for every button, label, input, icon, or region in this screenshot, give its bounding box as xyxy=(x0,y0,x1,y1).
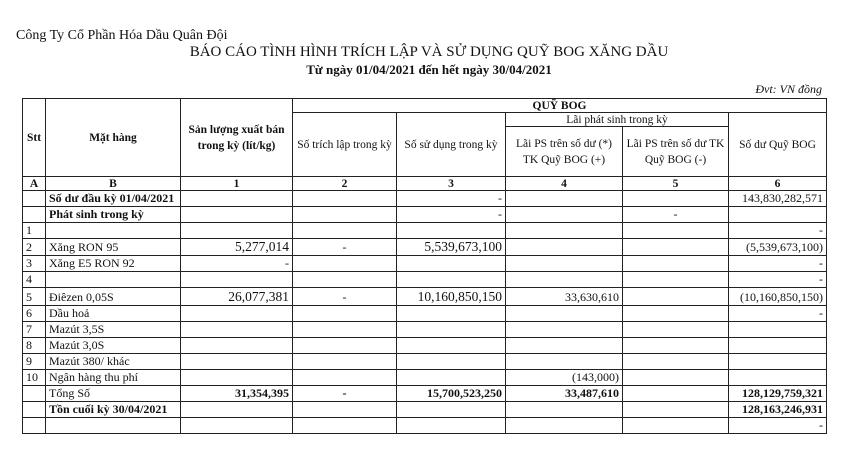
table-row xyxy=(23,338,827,354)
row-san-luong: - xyxy=(181,256,293,272)
table-row xyxy=(23,223,827,239)
column-index-cell: 4 xyxy=(506,177,623,191)
row-stt: 9 xyxy=(23,354,46,370)
report-title: BÁO CÁO TÌNH HÌNH TRÍCH LẬP VÀ SỬ DỤNG QUỸ BOG XĂNG DẦU xyxy=(189,44,669,60)
row-lai-am xyxy=(623,239,729,256)
row-so-du xyxy=(729,322,827,338)
table-row xyxy=(23,191,827,207)
row-trich-lap xyxy=(293,256,397,272)
row-name: Xăng E5 RON 92 xyxy=(46,256,181,272)
row-trich-lap xyxy=(293,322,397,338)
column-index-cell: 3 xyxy=(397,177,506,191)
row-lai-duong xyxy=(506,418,623,434)
row-lai-duong xyxy=(506,223,623,239)
row-stt: 3 xyxy=(23,256,46,272)
row-name: Mazút 3,5S xyxy=(46,322,181,338)
row-su-dung xyxy=(397,322,506,338)
row-so-du xyxy=(729,370,827,386)
row-so-du: (10,160,850,150) xyxy=(729,288,827,306)
row-san-luong xyxy=(181,322,293,338)
row-lai-am xyxy=(623,191,729,207)
table-row xyxy=(23,288,827,306)
row-su-dung xyxy=(397,256,506,272)
row-name: Dầu hoả xyxy=(46,306,181,322)
row-lai-duong xyxy=(506,354,623,370)
row-lai-am xyxy=(623,370,729,386)
row-name: Tổng Số xyxy=(46,386,181,402)
row-stt: 2 xyxy=(23,239,46,256)
row-trich-lap xyxy=(293,354,397,370)
table-row xyxy=(23,207,827,223)
row-su-dung: 5,539,673,100 xyxy=(397,239,506,256)
column-index-cell: 2 xyxy=(293,177,397,191)
row-so-du: - xyxy=(729,256,827,272)
row-lai-duong xyxy=(506,322,623,338)
row-lai-am: - xyxy=(623,207,729,223)
row-lai-duong: 33,630,610 xyxy=(506,288,623,306)
row-name: Điêzen 0,05S xyxy=(46,288,181,306)
row-trich-lap xyxy=(293,306,397,322)
row-trich-lap xyxy=(293,338,397,354)
row-san-luong xyxy=(181,418,293,434)
row-su-dung xyxy=(397,354,506,370)
table-row xyxy=(23,418,827,434)
row-lai-am xyxy=(623,402,729,418)
row-san-luong: 26,077,381 xyxy=(181,288,293,306)
row-su-dung xyxy=(397,306,506,322)
header-san-luong: Sản lượng xuất bán trong kỳ (lít/kg) xyxy=(181,99,293,177)
row-stt xyxy=(23,418,46,434)
column-index-cell: 5 xyxy=(623,177,729,191)
row-stt xyxy=(23,402,46,418)
row-name: Mazút 380/ khác xyxy=(46,354,181,370)
row-lai-am xyxy=(623,322,729,338)
row-san-luong xyxy=(181,306,293,322)
column-index-row xyxy=(23,177,827,191)
row-su-dung xyxy=(397,418,506,434)
row-lai-am xyxy=(623,306,729,322)
row-trich-lap: - xyxy=(293,288,397,306)
row-san-luong xyxy=(181,207,293,223)
row-name xyxy=(46,272,181,288)
row-lai-duong xyxy=(506,207,623,223)
row-lai-am xyxy=(623,223,729,239)
table-row xyxy=(23,322,827,338)
table-row xyxy=(23,386,827,402)
row-san-luong xyxy=(181,354,293,370)
row-name xyxy=(46,418,181,434)
row-stt: 6 xyxy=(23,306,46,322)
row-lai-am xyxy=(623,272,729,288)
row-stt: 1 xyxy=(23,223,46,239)
row-lai-duong: (143,000) xyxy=(506,370,623,386)
row-su-dung xyxy=(397,402,506,418)
row-san-luong: 31,354,395 xyxy=(181,386,293,402)
header-lai-phat-sinh: Lãi phát sinh trong kỳ xyxy=(506,113,729,127)
row-name: Mazút 3,0S xyxy=(46,338,181,354)
row-stt xyxy=(23,207,46,223)
header-mat-hang: Mặt hàng xyxy=(46,99,181,177)
table-row xyxy=(23,239,827,256)
row-lai-am xyxy=(623,288,729,306)
header-so-du: Số dư Quỹ BOG xyxy=(729,113,827,177)
row-trich-lap xyxy=(293,402,397,418)
row-so-du: - xyxy=(729,418,827,434)
row-lai-duong xyxy=(506,402,623,418)
row-san-luong xyxy=(181,272,293,288)
row-name: Tồn cuối kỳ 30/04/2021 xyxy=(46,402,181,418)
row-so-du xyxy=(729,207,827,223)
row-san-luong xyxy=(181,223,293,239)
row-trich-lap xyxy=(293,191,397,207)
row-lai-duong xyxy=(506,239,623,256)
row-trich-lap xyxy=(293,418,397,434)
row-stt: 8 xyxy=(23,338,46,354)
row-stt: 5 xyxy=(23,288,46,306)
table-row xyxy=(23,306,827,322)
table-row xyxy=(23,256,827,272)
row-su-dung xyxy=(397,338,506,354)
row-stt: 7 xyxy=(23,322,46,338)
company-name: Công Ty Cổ Phần Hóa Dầu Quân Đội xyxy=(16,28,228,43)
header-so-trich-lap: Số trích lập trong kỳ xyxy=(293,113,397,177)
row-lai-am xyxy=(623,418,729,434)
row-so-du xyxy=(729,354,827,370)
row-lai-am xyxy=(623,386,729,402)
row-name: Ngân hàng thu phí xyxy=(46,370,181,386)
table-row xyxy=(23,370,827,386)
report-period: Từ ngày 01/04/2021 đến hết ngày 30/04/2021 xyxy=(306,62,552,77)
row-su-dung xyxy=(397,223,506,239)
row-so-du: - xyxy=(729,272,827,288)
row-so-du: - xyxy=(729,223,827,239)
row-stt: 10 xyxy=(23,370,46,386)
row-name: Số dư đầu kỳ 01/04/2021 xyxy=(46,191,181,207)
row-name xyxy=(46,223,181,239)
row-trich-lap xyxy=(293,272,397,288)
table-row xyxy=(23,402,827,418)
header-quy-bog: QUỸ BOG xyxy=(293,99,827,113)
currency-unit: Đvt: VN đồng xyxy=(755,82,822,96)
row-name: Xăng RON 95 xyxy=(46,239,181,256)
table-body xyxy=(23,191,827,434)
header-lai-ps-am: Lãi PS trên số dư TK Quỹ BOG (-) xyxy=(623,127,729,177)
row-su-dung xyxy=(397,370,506,386)
row-su-dung: 10,160,850,150 xyxy=(397,288,506,306)
column-index-cell: 6 xyxy=(729,177,827,191)
row-lai-duong xyxy=(506,256,623,272)
row-stt: 4 xyxy=(23,272,46,288)
row-san-luong xyxy=(181,370,293,386)
row-san-luong: 5,277,014 xyxy=(181,239,293,256)
row-san-luong xyxy=(181,191,293,207)
row-su-dung xyxy=(397,272,506,288)
row-trich-lap xyxy=(293,223,397,239)
row-trich-lap xyxy=(293,370,397,386)
row-su-dung: - xyxy=(397,207,506,223)
row-so-du: (5,539,673,100) xyxy=(729,239,827,256)
column-index-cell: B xyxy=(46,177,181,191)
bog-fund-table xyxy=(22,98,827,434)
header-so-su-dung: Số sử dụng trong kỳ xyxy=(397,113,506,177)
row-lai-duong xyxy=(506,191,623,207)
row-trich-lap: - xyxy=(293,239,397,256)
row-su-dung: 15,700,523,250 xyxy=(397,386,506,402)
row-name: Phát sinh trong kỳ xyxy=(46,207,181,223)
row-stt xyxy=(23,386,46,402)
table-row xyxy=(23,354,827,370)
row-so-du xyxy=(729,338,827,354)
row-so-du: 128,129,759,321 xyxy=(729,386,827,402)
row-so-du: 128,163,246,931 xyxy=(729,402,827,418)
row-lai-duong: 33,487,610 xyxy=(506,386,623,402)
table-row xyxy=(23,272,827,288)
row-lai-am xyxy=(623,256,729,272)
column-index-cell: 1 xyxy=(181,177,293,191)
row-stt xyxy=(23,191,46,207)
row-so-du: - xyxy=(729,306,827,322)
column-index-cell: A xyxy=(23,177,46,191)
row-lai-am xyxy=(623,354,729,370)
row-lai-am xyxy=(623,338,729,354)
row-su-dung: - xyxy=(397,191,506,207)
row-trich-lap: - xyxy=(293,386,397,402)
row-so-du: 143,830,282,571 xyxy=(729,191,827,207)
row-san-luong xyxy=(181,338,293,354)
row-trich-lap xyxy=(293,207,397,223)
header-stt: Stt xyxy=(23,99,46,177)
row-lai-duong xyxy=(506,338,623,354)
row-lai-duong xyxy=(506,272,623,288)
row-lai-duong xyxy=(506,306,623,322)
header-lai-ps-duong: Lãi PS trên số dư (*) TK Quỹ BOG (+) xyxy=(506,127,623,177)
row-san-luong xyxy=(181,402,293,418)
